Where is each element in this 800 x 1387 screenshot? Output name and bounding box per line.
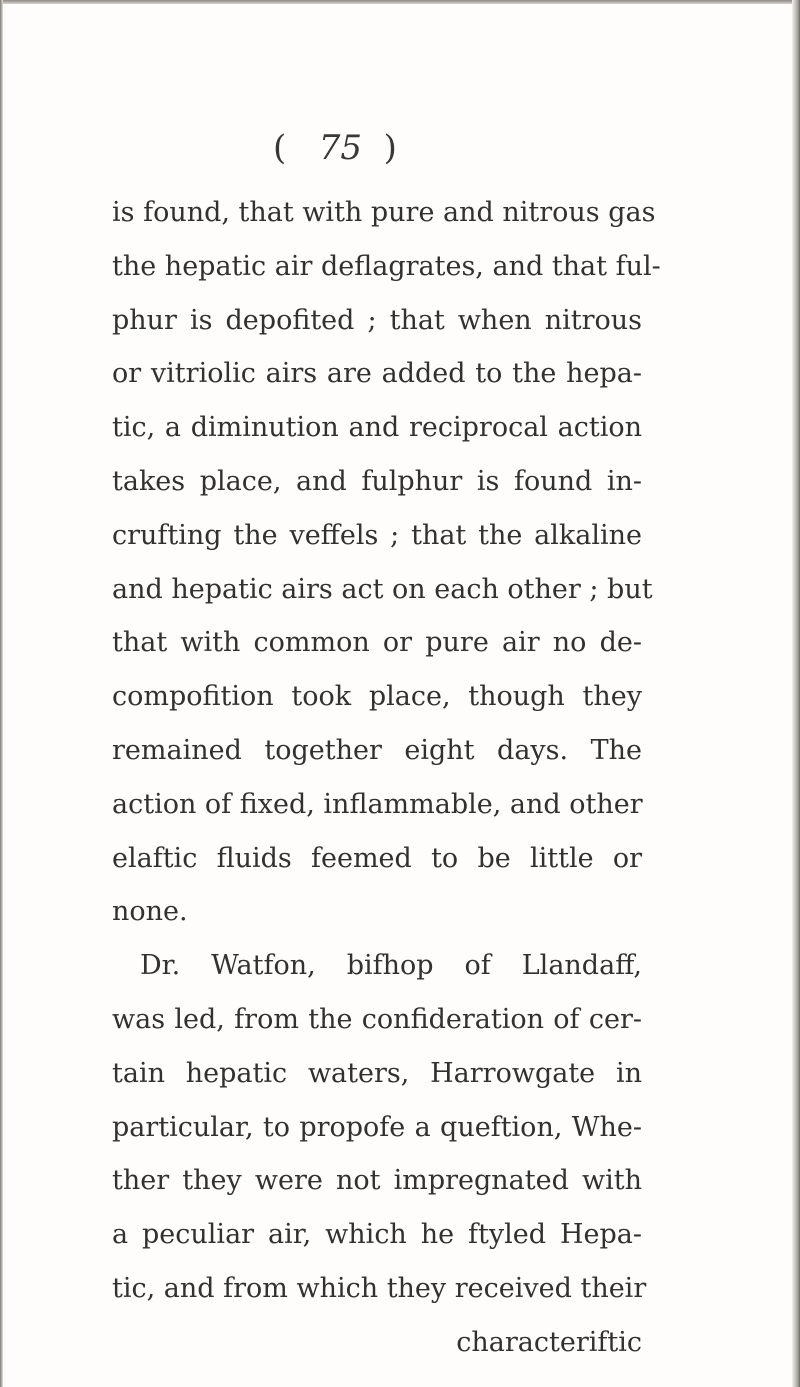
page-left-edge bbox=[0, 0, 3, 1387]
text-line: takes place, and fulphur is found in- bbox=[112, 465, 642, 497]
text-line: and hepatic airs act on each other ; but bbox=[112, 573, 653, 605]
page-number bbox=[273, 128, 433, 168]
catchword: characteriftic bbox=[456, 1326, 642, 1358]
text-line: tain hepatic waters, Harrowgate in bbox=[112, 1057, 642, 1089]
text-line: none. bbox=[112, 896, 188, 928]
page-number-close-paren: ) bbox=[383, 128, 397, 168]
text-line: the hepatic air deflagrates, and that ful- bbox=[112, 250, 661, 282]
text-line: a peculiar air, which he ftyled Hepa- bbox=[112, 1219, 642, 1251]
page-top-edge bbox=[0, 0, 800, 4]
text-line: elaftic fluids feemed to be little or bbox=[112, 842, 642, 874]
text-line: tic, a diminution and reciprocal action bbox=[112, 412, 642, 444]
text-line: or vitriolic airs are added to the hepa- bbox=[112, 358, 642, 390]
text-line: crufting the veffels ; that the alkaline bbox=[112, 519, 642, 551]
text-line: ther they were not impregnated with bbox=[112, 1165, 642, 1197]
text-line: action of fixed, inflammable, and other bbox=[112, 788, 643, 820]
text-line: was led, from the confideration of cer- bbox=[112, 1003, 642, 1035]
text-line: is found, that with pure and nitrous gas bbox=[112, 197, 656, 228]
page-right-edge bbox=[792, 0, 800, 1387]
text-line: tic, and from which they received their bbox=[112, 1272, 647, 1304]
text-line: remained together eight days. The bbox=[112, 734, 642, 766]
body-text bbox=[112, 186, 661, 1370]
text-line: particular, to propofe a queftion, Whe- bbox=[112, 1111, 642, 1143]
text-line: Dr. Watfon, bifhop of Llandaff, bbox=[140, 950, 642, 982]
page-number-open-paren: ( bbox=[273, 128, 287, 168]
text-line: phur is depofited ; that when nitrous bbox=[112, 304, 642, 336]
text-line: compofition took place, though they bbox=[112, 681, 642, 713]
text-line: that with common or pure air no de- bbox=[112, 627, 642, 659]
page-number-value: 75 bbox=[318, 128, 362, 168]
